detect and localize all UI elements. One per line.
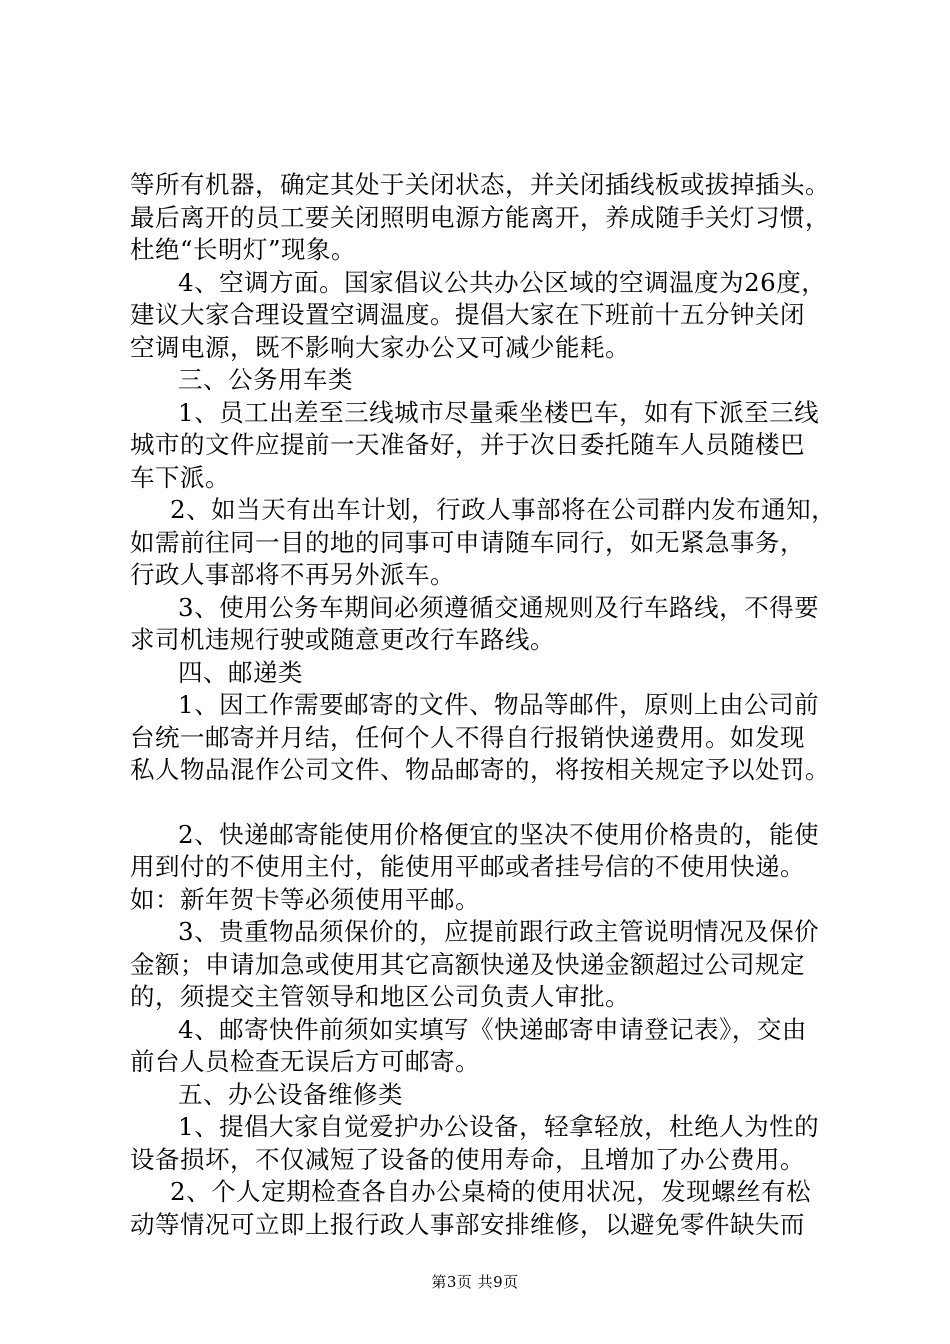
paragraph-line: 4、空调方面。国家倡议公共办公区域的空调温度为26度，: [178, 267, 827, 297]
paragraph-line: 行政人事部将不再另外派车。: [130, 560, 455, 589]
paragraph-line: 如需前往同一目的地的同事可申请随车同行，如无紧急事务，: [130, 527, 805, 557]
section-heading: 四、邮递类: [178, 657, 303, 687]
section-heading: 五、办公设备维修类: [178, 1079, 403, 1109]
paragraph-line: 金额；申请加急或使用其它高额快递及快递金额超过公司规定: [130, 949, 805, 979]
paragraph-line: 1、员工出差至三线城市尽量乘坐楼巴车，如有下派至三线: [178, 397, 820, 427]
paragraph-line: 4、邮寄快件前须如实填写《快递邮寄申请登记表》，交由: [178, 1014, 807, 1044]
paragraph-line: 杜绝“长明灯”现象。: [130, 235, 357, 264]
paragraph-line: 如：新年贺卡等必须使用平邮。: [130, 884, 480, 914]
paragraph-gap: [130, 787, 830, 819]
paragraph-line: 空调电源，既不影响大家办公又可减少能耗。: [130, 332, 630, 362]
paragraph-line: 3、使用公务车期间必须遵循交通规则及行车路线，不得要: [178, 592, 820, 622]
paragraph-line: 前台人员检查无误后方可邮寄。: [130, 1047, 480, 1076]
paragraph-line: 求司机违规行驶或随意更改行车路线。: [130, 625, 555, 654]
document-body: [130, 169, 837, 1241]
paragraph-line: 私人物品混作公司文件、物品邮寄的，将按相关规定予以处罚。: [130, 755, 830, 784]
paragraph-line: 等所有机器，确定其处于关闭状态，并关闭插线板或拔掉插头。: [130, 170, 830, 199]
paragraph-line: 建议大家合理设置空调温度。提倡大家在下班前十五分钟关闭: [130, 300, 805, 329]
paragraph-line: 2、快递邮寄能使用价格便宜的坚决不使用价格贵的，能使: [178, 819, 820, 849]
paragraph-line: 1、因工作需要邮寄的文件、物品等邮件，原则上由公司前: [178, 690, 820, 719]
paragraph-line: 动等情况可立即上报行政人事部安排维修，以避免零件缺失而: [130, 1209, 805, 1239]
page-footer: 第3页 共9页: [431, 1273, 519, 1291]
paragraph-line: 最后离开的员工要关闭照明电源方能离开，养成随手关灯习惯，: [130, 202, 830, 232]
paragraph-line: 3、贵重物品须保价的，应提前跟行政主管说明情况及保价: [178, 917, 820, 946]
paragraph-line: 用到付的不使用主付，能使用平邮或者挂号信的不使用快递。: [130, 852, 805, 881]
paragraph-line: 车下派。: [130, 462, 230, 492]
paragraph-line: 2、个人定期检查各自办公桌椅的使用状况，发现螺丝有松: [170, 1177, 812, 1206]
paragraph-line: 台统一邮寄并月结，任何个人不得自行报销快递费用。如发现: [130, 722, 805, 752]
paragraph-line: 的，须提交主管领导和地区公司负责人审批。: [130, 982, 630, 1011]
paragraph-line: 设备损坏，不仅减短了设备的使用寿命，且增加了办公费用。: [130, 1144, 805, 1174]
paragraph-line: 2、如当天有出车计划，行政人事部将在公司群内发布通知，: [170, 495, 837, 524]
paragraph-line: 1、提倡大家自觉爱护办公设备，轻拿轻放，杜绝人为性的: [178, 1112, 820, 1141]
paragraph-line: 城市的文件应提前一天准备好，并于次日委托随车人员随楼巴: [130, 430, 805, 459]
section-heading: 三、公务用车类: [178, 365, 353, 394]
